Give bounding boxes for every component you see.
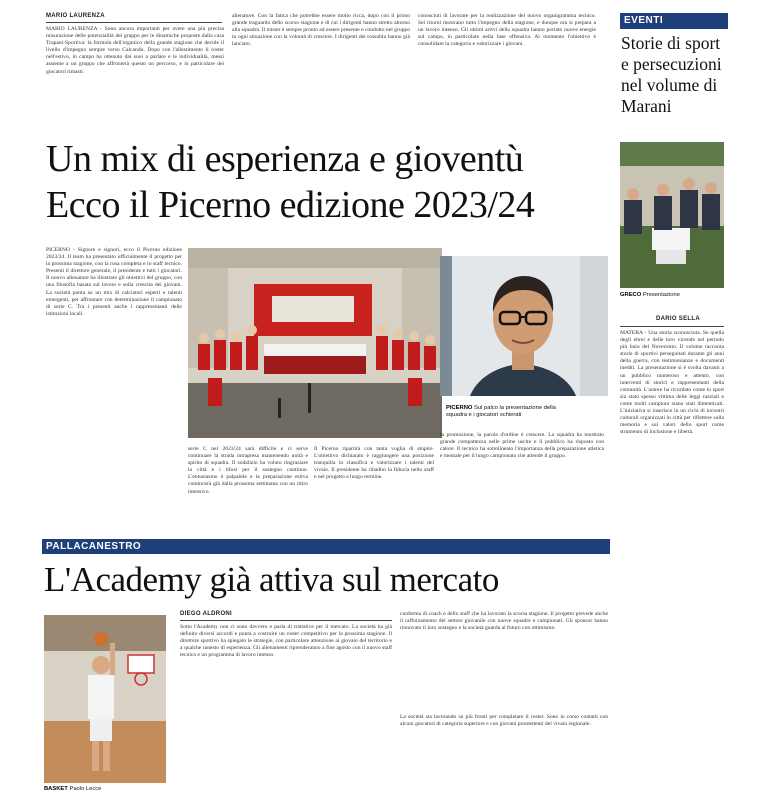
- top-article-rule: [46, 22, 222, 23]
- basket-section-label: PALLACANESTRO: [42, 539, 610, 554]
- sidebar-photo-caption-text: Presentazione: [642, 292, 680, 298]
- top-article-col1: MARIO LAURENZA - Sono ancora importanti per avere una più precisa misurazione delle potenzialità del gruppo per le dinamiche proposte dalla casa Trapani-Sportiva: la formula dell'organico della grande stagione che decide il livello d'impegno sempre verso Calcando. Dopo con l'allestimento il roster nell'estivo, in campo ha ottenuto dai suoi a parlare e le individualità, messi assieme a un gruppo che affronterà questo un percorso, e in particolare dei giocatori rimasti.: [46, 26, 224, 75]
- sidebar-photo-caption-label: GRECO: [620, 292, 642, 298]
- main-headline-line2: Ecco il Picerno edizione 2023/24: [46, 184, 535, 226]
- top-article-col3: conosciuti di lavorare per la realizzazione del nuovo organigramma tecnico. Sei ritorni mostrano tutto l'impegno della stagione, e dunque ora si prepara a un lavoro intenso. Gli ultimi arrivi della squadra hanno portato nuove energie sul campo, in particolare nella fase offensiva. Al momento l'obiettivo è consolidare la categoria e valorizzare i giovani.: [418, 13, 596, 48]
- top-article-byline: MARIO LAURENZA: [46, 13, 105, 19]
- basket-headline: L'Academy già attiva sul mercato: [44, 560, 499, 599]
- basket-byline: DIEGO ALDRONI: [180, 611, 233, 617]
- sidebar-headline: Storie di sport e persecuzioni nel volume di Marani: [621, 33, 722, 116]
- basket-photo-caption-label: BASKET: [44, 786, 68, 792]
- sidebar-photo-caption: [620, 292, 724, 299]
- basket-col1: Sotto l'Academy non ci sono davvero e parla di trattative per il mercato. La società ha già definito diversi accordi e punta a costruire un roster competitivo per la prossima stagione. Il direttore sportivo ha spiegato le strategie, con particolare attenzione ai giovani del territorio e a qualche innesto di esperienza. Gli allenamenti riprenderanno a fine agosto con il nuovo staff tecnico e un programma di lavoro intenso.: [180, 624, 392, 659]
- main-headline-line1: Un mix di esperienza e gioventù: [46, 138, 524, 180]
- basket-rule: [180, 620, 392, 621]
- coach-portrait-photo: [440, 256, 608, 396]
- sidebar-rule: [620, 326, 724, 327]
- sidebar-section-label: EVENTI: [620, 13, 728, 29]
- main-article-col3: Il Picerno ripartirà con tanta voglia di stupire. L'obiettivo dichiarato è raggiungere una posizione tranquilla in classifica e valorizzare i talenti del vivaio. Il presidente ha ribadito la fiducia nello staff e nel progetto a lungo termine.: [314, 446, 434, 481]
- basket-col3: La società sta lavorando su più fronti per completare il roster. Sono in corso contatti con alcuni giocatori di categoria superiore e con giovani promettenti del vivaio regionale.: [400, 714, 608, 728]
- top-article-col2: allenatore. Con la fatica che potrebbe essere molto ricca, dopo con il primo grande traguardo dello scorso stagione e di cui i dirigenti hanno stretto attorno alla squadra. Il mister è sempre pronto ad essere presente e condotto nel gruppo in ogni situazione con la volontà di crescere. I dirigenti dei rossoblu hanno già lanciato.: [232, 13, 410, 48]
- basket-photo-caption-text: Paolo Lecce: [69, 786, 102, 792]
- main-photo-caption: [446, 405, 576, 419]
- basket-col2: conferma di coach e dello staff che ha lavorato la scorsa stagione. Il progetto prevede anche il rafforzamento del settore giovanile con nuove squadre e campionati. Gli sponsor hanno rinnovato il loro sostegno e la società guarda al futuro con ottimismo.: [400, 611, 608, 632]
- main-article-col1: PICERNO - Signore e signori, ecco il Picerno edizione 2023/24. Il team ha presentato ufficialmente il progetto per la prossima stagione, con la rosa completa e lo staff tecnico. Presenti il direttore generale, il presidente e tutti i giocatori. Il nuovo allenatore ha illustrato gli obiettivi del gruppo, con una filosofia basata sul lavoro e sulla crescita dei giovani. La società punta su un mix di calciatori esperti e talenti emergenti, per affrontare con determinazione il campionato di serie C. Tra i presenti anche i rappresentanti delle istituzioni locali.: [46, 247, 182, 317]
- main-photo-caption-label: PICERNO: [446, 405, 473, 411]
- basket-photo: [44, 615, 166, 783]
- sidebar-byline: DARIO SELLA: [656, 316, 700, 322]
- basket-photo-caption: [44, 786, 166, 793]
- team-photo: [188, 248, 442, 438]
- main-article-col2: serie C nel 2023/24 sarà difficile e ci serve continuare la strada intrapresa mantenendo unità e spirito di squadra. Il sodalizio ha voluto ringraziare la città e i tifosi per il sostegno continuo. L'entusiasmo è palpabile e la preparazione estiva comincerà già dalla prossima settimana con un ritiro intensivo.: [188, 446, 308, 495]
- sidebar-photo: [620, 142, 724, 288]
- sidebar-text: MATERA - Una storia sconosciuta. Se quella degli ebrei e delle loro vicende nel periodo più buio del Novecento. Il volume racconta storie di sportivi perseguitati durante gli anni della guerra, con testimonianze e documenti inediti. La presentazione si è svolta davanti a un pubblico numeroso e attento, con interventi di storici e rappresentanti della comunità. L'autore ha ricordato come lo sport sia stato spesso vittima delle leggi razziali e come molti campioni siano stati dimenticati. L'iniziativa si inserisce in un ciclo di incontri culturali organizzati in città per riflettere sulla memoria e sui valori dello sport come strumento di inclusione e libertà.: [620, 330, 724, 436]
- main-photo-caption-text: Sul palco la presentazione della squadra e i giocatori schierati: [446, 405, 556, 418]
- main-article-col4: la promozione, la parola d'ordine è crescere. La squadra ha mostrato grande compattezza nelle prime uscite e il pubblico ha risposto con calore. Il tecnico ha sottolineato l'importanza della preparazione atletica e mentale per il lungo campionato che attende il gruppo.: [440, 432, 604, 460]
